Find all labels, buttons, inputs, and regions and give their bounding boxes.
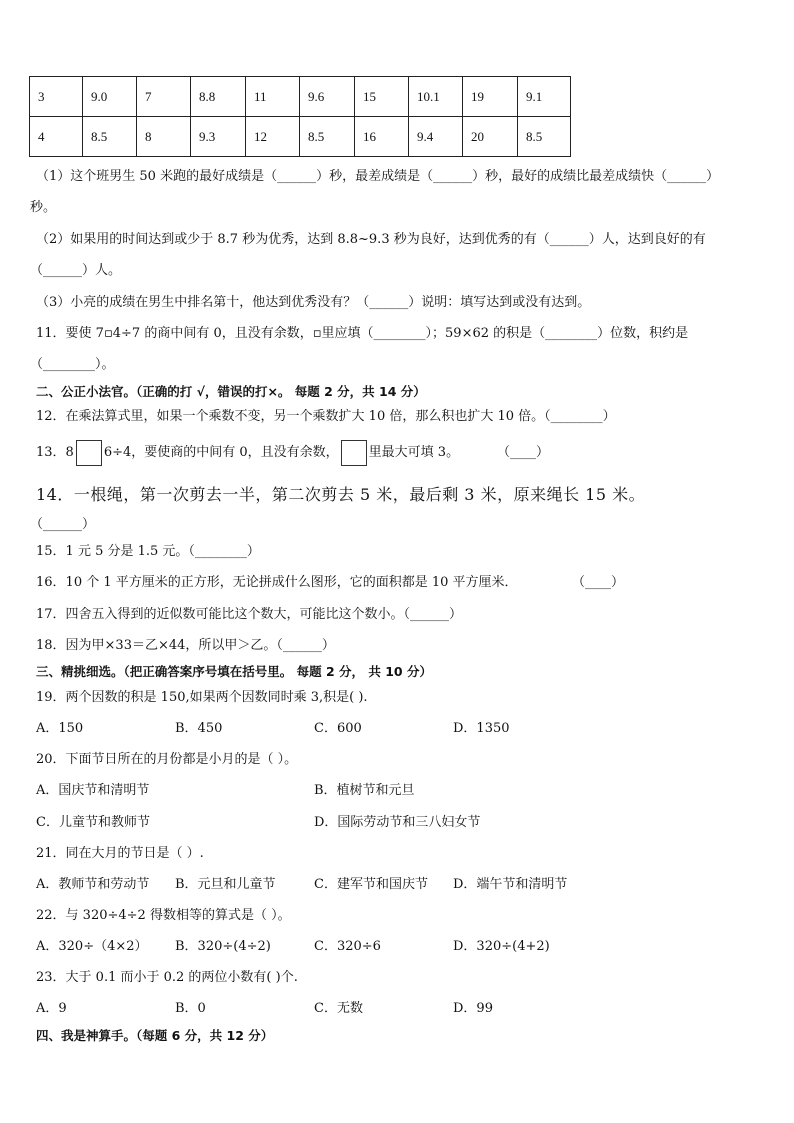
table-cell: 15 <box>355 77 409 117</box>
table-cell: 8.5 <box>83 117 137 157</box>
q18: 18．因为甲×33＝乙×44，所以甲＞乙。（______） <box>36 638 335 653</box>
q20-option-a[interactable]: A．国庆节和清明节 <box>36 783 150 798</box>
q10-part1-line2: 秒。 <box>30 200 57 215</box>
q20-option-c[interactable]: C．儿童节和教师节 <box>36 815 150 830</box>
q21-option-c[interactable]: C．建军节和国庆节 <box>314 877 428 892</box>
table-cell: 8.8 <box>191 77 246 117</box>
section-4-title: 四、我是神算手。（每题 6 分，共 12 分） <box>36 1028 274 1043</box>
score-table <box>29 76 571 157</box>
q10-part2-line1: （2）如果用的时间达到或少于 8.7 秒为优秀，达到 8.8~9.3 秒为良好，达到优秀的有（______）人，达到良好的有 <box>36 232 706 247</box>
q10-part3: （3）小亮的成绩在男生中排名第十，他达到优秀没有？（______）说明：填写达到或没有达到。 <box>36 295 591 310</box>
section-2-title: 二、公正小法官。（正确的打 √，错误的打×。 每题 2 分，共 14 分） <box>36 384 426 399</box>
q13-suffix: 里最大可填 3。 <box>368 445 460 460</box>
table-cell: 9.3 <box>191 117 246 157</box>
q15: 15．1 元 5 分是 1.5 元。（________） <box>36 544 260 559</box>
q23-option-d[interactable]: D．99 <box>453 1001 493 1016</box>
q19-option-c[interactable]: C．600 <box>314 721 362 736</box>
q20-stem: 20．下面节日所在的月份都是小月的是（ ）。 <box>36 752 298 767</box>
answer-box[interactable] <box>341 440 367 466</box>
q19-stem: 19．两个因数的积是 150,如果两个因数同时乘 3,积是( ). <box>36 690 368 705</box>
q16-blank: （____） <box>572 575 625 590</box>
q23-option-a[interactable]: A．9 <box>36 1001 67 1016</box>
q13-blank: （____） <box>497 445 550 460</box>
q13-middle: 6÷4，要使商的中间有 0，且没有余数， <box>103 445 339 460</box>
table-cell: 12 <box>246 117 300 157</box>
table-cell: 9.6 <box>300 77 355 117</box>
q22-option-a[interactable]: A．320÷（4×2） <box>36 939 148 954</box>
q19-option-b[interactable]: B．450 <box>175 721 223 736</box>
q21-option-b[interactable]: B．元旦和儿童节 <box>175 877 276 892</box>
q22-option-b[interactable]: B．320÷(4÷2) <box>175 939 271 954</box>
q22-option-d[interactable]: D．320÷(4+2) <box>453 939 550 954</box>
section-3-title: 三、精挑细选。（把正确答案序号填在括号里。 每题 2 分， 共 10 分） <box>36 664 432 679</box>
q12: 12．在乘法算式里，如果一个乘数不变，另一个乘数扩大 10 倍，那么积也扩大 10 倍。（________） <box>36 409 616 424</box>
table-cell: 9.1 <box>518 77 571 117</box>
q20-option-d[interactable]: D．国际劳动节和三八妇女节 <box>314 815 481 830</box>
table-cell: 8.5 <box>518 117 571 157</box>
q21-option-d[interactable]: D．端午节和清明节 <box>453 877 568 892</box>
q23-option-c[interactable]: C．无数 <box>314 1001 363 1016</box>
q14-line1: 14．一根绳，第一次剪去一半，第二次剪去 5 米，最后剩 3 米，原来绳长 15 米。 <box>36 485 646 504</box>
table-row <box>30 117 571 157</box>
q10-part2-line2: （______）人。 <box>30 263 122 278</box>
table-cell: 10.1 <box>409 77 463 117</box>
q21-stem: 21．同在大月的节日是（ ）. <box>36 846 204 861</box>
q19-option-d[interactable]: D．1350 <box>453 721 510 736</box>
table-cell: 4 <box>30 117 83 157</box>
table-cell: 16 <box>355 117 409 157</box>
q22-stem: 22．与 320÷4÷2 得数相等的算式是（ ）。 <box>36 908 291 923</box>
table-row <box>30 77 571 117</box>
q23-option-b[interactable]: B．0 <box>175 1001 206 1016</box>
q23-stem: 23．大于 0.1 而小于 0.2 的两位小数有( )个. <box>36 970 298 985</box>
table-cell: 9.4 <box>409 117 463 157</box>
table-cell: 19 <box>463 77 518 117</box>
table-cell: 9.0 <box>83 77 137 117</box>
q13 <box>36 439 459 467</box>
q13-prefix: 13．8 <box>36 445 74 460</box>
q16: 16．10 个 1 平方厘米的正方形，无论拼成什么图形，它的面积都是 10 平方厘米． <box>36 575 518 590</box>
q17: 17．四舍五入得到的近似数可能比这个数大，可能比这个数小。（______） <box>36 607 463 622</box>
q19-option-a[interactable]: A．150 <box>36 721 84 736</box>
table-cell: 8.5 <box>300 117 355 157</box>
q10-part1-line1: （1）这个班男生 50 米跑的最好成绩是（______）秒，最差成绩是（______）秒，最好的成绩比最差成绩快（______） <box>36 169 720 184</box>
table-cell: 11 <box>246 77 300 117</box>
q22-option-c[interactable]: C．320÷6 <box>314 939 381 954</box>
q11-line1: 11．要使 7▫4÷7 的商中间有 0，且没有余数，▫里应填（________）；59×62 的积是（________）位数，积约是 <box>36 326 689 341</box>
table-cell: 8 <box>137 117 191 157</box>
answer-box[interactable] <box>76 440 102 466</box>
q20-option-b[interactable]: B．植树节和元旦 <box>314 783 415 798</box>
table-cell: 3 <box>30 77 83 117</box>
table-cell: 7 <box>137 77 191 117</box>
q14-line2: （______） <box>30 517 96 532</box>
table-cell: 20 <box>463 117 518 157</box>
q11-line2: （________）。 <box>30 357 115 372</box>
q21-option-a[interactable]: A．教师节和劳动节 <box>36 877 150 892</box>
